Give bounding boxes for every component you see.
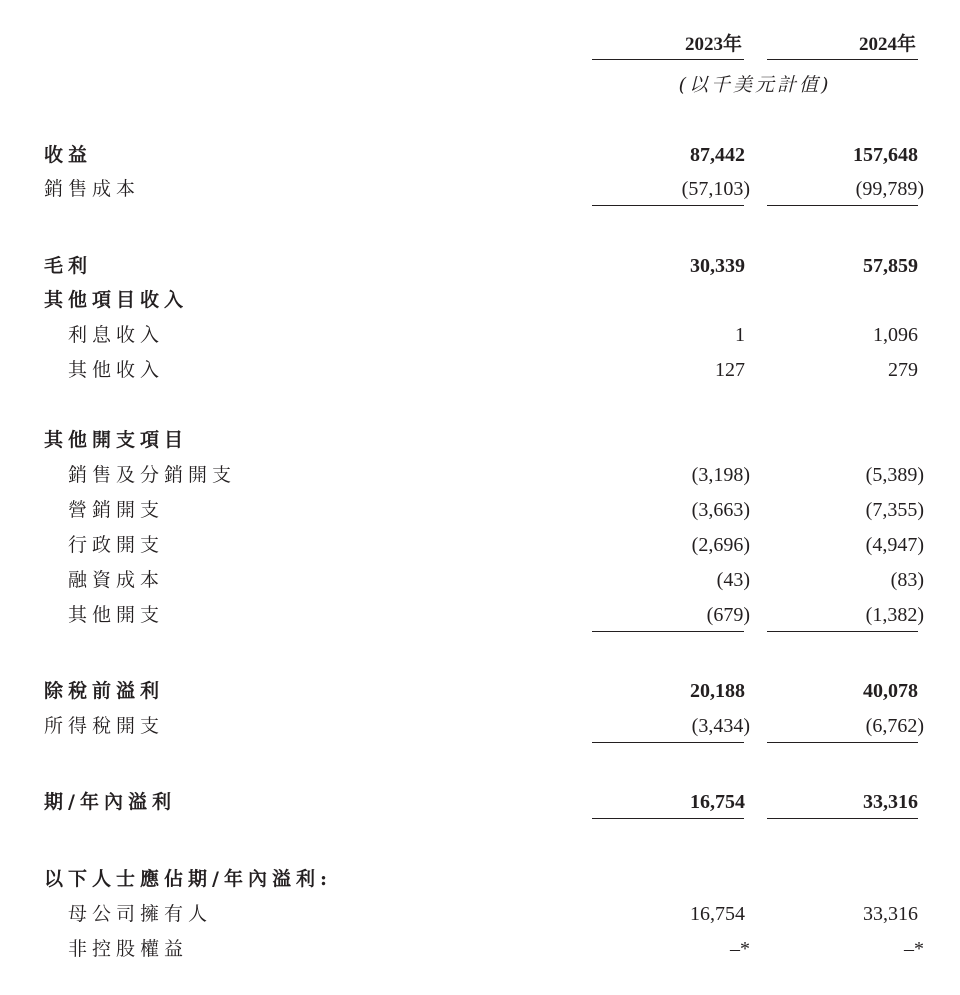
row-gross-profit	[0, 251, 960, 281]
row-owners-of-parent	[0, 899, 960, 929]
unit-note: (以千美元計值)	[678, 74, 832, 96]
row-profit-before-tax	[0, 676, 960, 706]
value-2024: (1,382)	[865, 604, 924, 626]
row-label: 其他收入	[68, 359, 165, 381]
value-2024: 157,648	[853, 144, 918, 166]
value-2023: 127	[715, 359, 745, 381]
row-other-expense-heading	[0, 425, 960, 455]
value-2024: (4,947)	[865, 534, 924, 556]
row-label: 母公司擁有人	[68, 903, 213, 925]
row-label: 銷售成本	[44, 178, 141, 200]
value-2024: 33,316	[863, 903, 918, 925]
row-label: 非控股權益	[68, 938, 189, 960]
row-label: 銷售及分銷開支	[68, 464, 237, 486]
total-rule	[592, 818, 744, 819]
value-2023: 16,754	[690, 903, 745, 925]
value-2024: 1,096	[873, 324, 918, 346]
row-other-expenses	[0, 600, 960, 630]
value-2023: (3,198)	[691, 464, 750, 486]
value-2024: 33,316	[863, 791, 918, 813]
value-2023: (3,434)	[691, 715, 750, 737]
row-label: 利息收入	[68, 324, 165, 346]
value-2023: (3,663)	[691, 499, 750, 521]
subtotal-rule	[592, 205, 744, 206]
value-2023: (679)	[706, 604, 750, 626]
value-2023: (57,103)	[681, 178, 750, 200]
value-2024: 57,859	[863, 255, 918, 277]
value-2024: –*	[904, 938, 924, 960]
value-2023: 16,754	[690, 791, 745, 813]
row-interest-income	[0, 320, 960, 350]
row-other-income-heading	[0, 285, 960, 315]
subtotal-rule	[767, 205, 918, 206]
row-marketing	[0, 495, 960, 525]
total-rule	[767, 818, 918, 819]
subtotal-rule	[767, 742, 918, 743]
value-2023: 30,339	[690, 255, 745, 277]
value-2023: 1	[735, 324, 745, 346]
row-cost-of-sales	[0, 174, 960, 204]
row-label: 除稅前溢利	[44, 680, 165, 702]
subtotal-rule	[767, 631, 918, 632]
subtotal-rule	[592, 631, 744, 632]
row-revenue	[0, 140, 960, 170]
value-2023: (2,696)	[691, 534, 750, 556]
row-non-controlling	[0, 934, 960, 964]
value-2024: (83)	[890, 569, 924, 591]
row-finance-costs	[0, 565, 960, 595]
value-2024: (6,762)	[865, 715, 924, 737]
section-heading: 其他項目收入	[44, 289, 189, 311]
row-other-income	[0, 355, 960, 385]
value-2024: (5,389)	[865, 464, 924, 486]
row-label: 其他開支	[68, 604, 165, 626]
column-header-2023: 2023年	[592, 33, 744, 60]
row-label: 行政開支	[68, 534, 165, 556]
row-label: 營銷開支	[68, 499, 165, 521]
value-2024: (7,355)	[865, 499, 924, 521]
row-income-tax	[0, 711, 960, 741]
value-2024: (99,789)	[855, 178, 924, 200]
value-2024: 279	[888, 359, 918, 381]
row-administrative	[0, 530, 960, 560]
row-profit-for-period	[0, 787, 960, 817]
value-2023: 87,442	[690, 144, 745, 166]
value-2024: 40,078	[863, 680, 918, 702]
row-label: 融資成本	[68, 569, 165, 591]
row-attributable-heading	[0, 864, 960, 894]
value-2023: 20,188	[690, 680, 745, 702]
subtotal-rule	[592, 742, 744, 743]
column-header-2024: 2024年	[767, 33, 918, 60]
row-selling-distribution	[0, 460, 960, 490]
row-label: 收益	[44, 144, 93, 166]
row-label: 毛利	[44, 255, 93, 277]
row-label: 期/年內溢利	[44, 791, 176, 813]
section-heading: 以下人士應佔期/年內溢利:	[44, 868, 332, 890]
value-2023: –*	[730, 938, 750, 960]
section-heading: 其他開支項目	[44, 429, 189, 451]
row-label: 所得稅開支	[44, 715, 165, 737]
value-2023: (43)	[716, 569, 750, 591]
